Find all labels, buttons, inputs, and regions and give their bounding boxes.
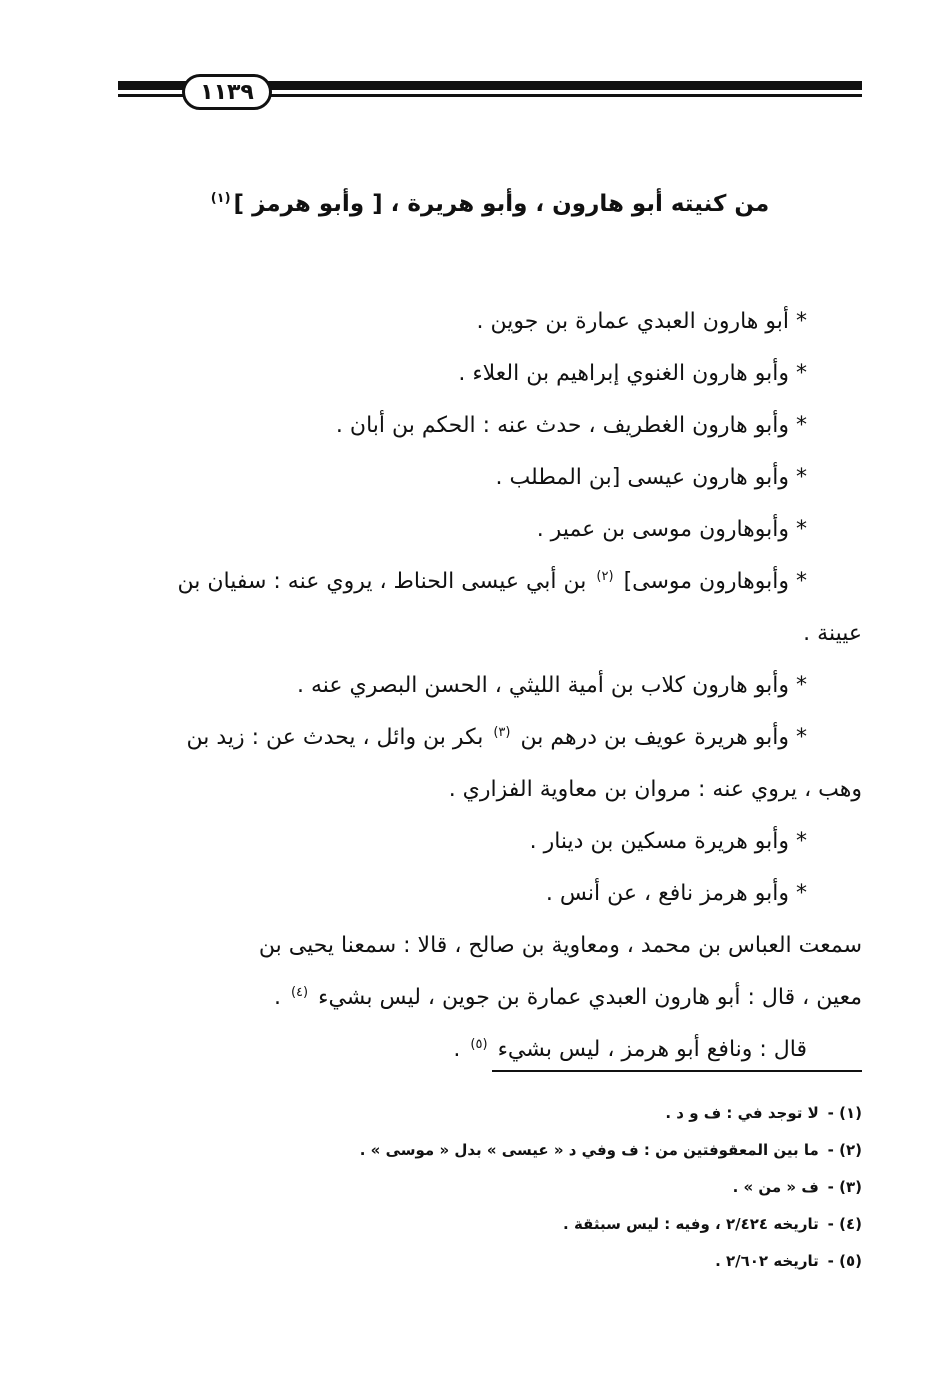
quote-line-2 [115, 972, 862, 1024]
chapter-title-text: من كنيته أبو هارون ، وأبو هريرة ، [ وأبو هرمز ] [233, 191, 770, 217]
quote-line-3-end: . [453, 1037, 461, 1062]
footnotes [115, 1095, 862, 1280]
footnote-1-number: (١) - [827, 1104, 862, 1122]
entry-8 [115, 712, 862, 764]
main-content [115, 180, 862, 1076]
footnote-1-text: لا توجد في : ف و د . [665, 1104, 819, 1122]
entry-1: * أبو هارون العبدي عمارة بن جوين . [476, 309, 807, 334]
entry-8-part2: بكر بن وائل ، يحدث عن : زيد بن [186, 725, 484, 750]
quote-line-2-text: معين ، قال : أبو هارون العبدي عمارة بن جوين ، ليس بشيء [318, 985, 862, 1010]
footnote-3-number: (٣) - [827, 1178, 862, 1196]
quote-line-2-end: . [273, 985, 281, 1010]
footnote-2 [115, 1132, 862, 1169]
entry-9: * وأبو هريرة مسكين بن دينار . [529, 829, 807, 854]
entry-3: * وأبو هارون الغطريف ، حدث عنه : الحكم بن أبان . [335, 413, 807, 438]
entry-6-footnote-ref: (٢) [596, 568, 614, 584]
entry-10: * وأبو هرمز نافع ، عن أنس . [545, 881, 807, 906]
footnote-5-text: تاريخه ٢/٦٠٢ . [715, 1252, 819, 1270]
footnote-2-number: (٢) - [827, 1141, 862, 1159]
entry-5: * وأبوهارون موسى بن عمير . [536, 517, 807, 542]
footnote-4 [115, 1206, 862, 1243]
entry-8-footnote-ref: (٣) [493, 724, 511, 740]
quote-line-3-text: قال : ونافع أبو هرمز ، ليس بشيء [497, 1037, 807, 1062]
chapter-title [115, 180, 862, 228]
entry-6-part2: بن أبي عيسى الحناط ، يروي عنه : سفيان بن [177, 569, 587, 594]
quote-line-3 [115, 1024, 862, 1076]
footnote-5 [115, 1243, 862, 1280]
entry-8-part1: * وأبو هريرة عويف بن درهم بن [520, 725, 807, 750]
quote-line-1: سمعت العباس بن محمد ، ومعاوية بن صالح ، قالا : سمعنا يحيى بن [258, 933, 862, 958]
entry-7: * وأبو هارون كلاب بن أمية الليثي ، الحسن البصري عنه . [296, 673, 807, 698]
entry-6-continuation: عيينة . [803, 621, 862, 646]
footnote-3-text: ف « من » . [732, 1178, 819, 1196]
quote-line-3-footnote-ref: (٥) [470, 1036, 488, 1052]
quote-line-2-footnote-ref: (٤) [290, 984, 309, 1000]
title-footnote-ref: (١) [210, 191, 231, 207]
entry-6 [115, 556, 862, 608]
footnote-5-number: (٥) - [827, 1252, 862, 1270]
page-header [118, 74, 862, 104]
footnote-3 [115, 1169, 862, 1206]
footnote-2-text: ما بين المعقوفتين من : ف وفي د « عيسى » بدل « موسى » . [359, 1141, 819, 1159]
footnote-divider [492, 1070, 862, 1072]
entry-4: * وأبو هارون عيسى [بن المطلب . [495, 465, 807, 490]
entry-2: * وأبو هارون الغنوي إبراهيم بن العلاء . [458, 361, 807, 386]
footnote-4-number: (٤) - [827, 1215, 862, 1233]
entry-8-continuation: وهب ، يروي عنه : مروان بن معاوية الفزاري . [448, 777, 862, 802]
page-number: ١١٣٩ [182, 74, 272, 110]
footnote-4-text: تاريخه ٢/٤٢٤ ، وفيه : ليس سبثقة . [563, 1215, 819, 1233]
footnote-1 [115, 1095, 862, 1132]
entry-6-part1: * وأبوهارون موسى] [623, 569, 807, 594]
